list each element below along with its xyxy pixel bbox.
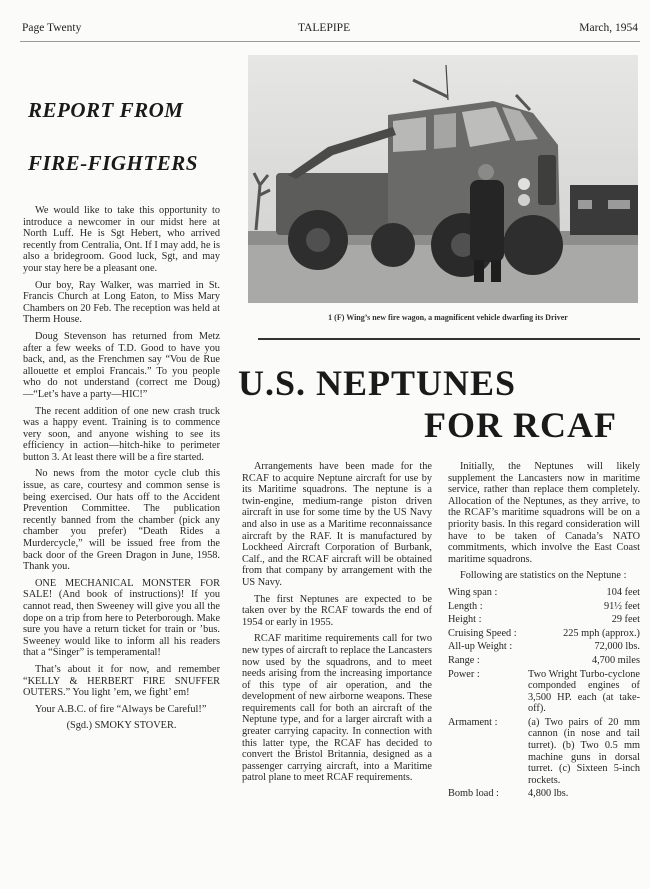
header-divider — [20, 41, 640, 42]
fire-article-headline-2: FIRE-FIGHTERS — [28, 151, 198, 175]
stat-value: 4,700 miles — [591, 654, 640, 666]
neptune-paragraph: Following are statistics on the Neptune : — [460, 570, 627, 582]
stat-label: Bomb load : — [448, 788, 499, 800]
fire-paragraph: We would like to take this opportunity to introduce a newcomer in our midst here at North Luff. He is Sgt Hebert, who arrived recently from Centralia, Ont. If I may add, he is also a bridegroom. Good luck, Sgt, and may your stay here be a pleasant one. — [23, 205, 220, 274]
page-number: Page Twenty — [22, 22, 82, 34]
fire-truck-photo — [248, 55, 638, 303]
fire-paragraph: Our boy, Ray Walker, was married in St. Francis Church at Long Eaton, to Miss Mary Chambers on 20 Feb. The reception was held at Therm House. — [23, 279, 220, 326]
stat-row — [448, 669, 640, 717]
stat-row — [448, 587, 640, 601]
stat-label: Height : — [448, 614, 482, 626]
stat-row — [448, 717, 640, 789]
neptune-stats-table — [448, 587, 640, 802]
stat-row — [448, 614, 640, 628]
fire-paragraph: That’s about it for now, and remember “KELLY & HERBERT FIRE SNUFFER OUTERS.” You light ’em, we fight’ em! — [23, 663, 220, 699]
fire-paragraph: Doug Stevenson has returned from Metz after a few weeks of T.D. Good to have you back, and, as the Frenchmen say “Vou de Rue allouette et emploi Francais.” To you people who do not understand (correct me Doug)—“Let’s have a party—HIC!” — [23, 330, 220, 400]
fire-paragraph: The recent addition of one new crash truck was a happy event. Training is to commence very soon, and anyone wishing to see its efficiency in action—hitch-hike to perimeter button 3. At least there will be a fire started. — [23, 405, 220, 463]
neptune-headline-1: U.S. NEPTUNES — [238, 363, 517, 403]
neptune-paragraph: The first Neptunes are expected to be taken over by the RCAF towards the end of 1954 or early in 1955. — [242, 593, 432, 628]
stat-label: Wing span : — [448, 586, 498, 598]
stat-label: Range : — [448, 654, 480, 666]
neptune-paragraph: Initially, the Neptunes will likely supplement the Lancasters now in maritime service, rather than replace them completely. Allocation of the Neptunes, as they arrive, to the RCAF’s maritime squadrons will be on a priority basis. In this regard consideration will have to be taken of Canada’s NATO commitments, which involve the East Coast maritime squadrons. — [448, 461, 640, 565]
stat-row — [448, 628, 640, 642]
photo-caption: 1 (F) Wing’s new fire wagon, a magnificent vehicle dwarfing its Driver — [328, 313, 568, 322]
stat-value: 72,000 lbs. — [594, 641, 640, 653]
stat-value: 4,800 lbs. — [528, 788, 569, 800]
stat-row — [448, 655, 640, 669]
signature: (Sgd.) SMOKY STOVER. — [66, 720, 177, 732]
fire-paragraph: Your A.B.C. of fire “Always be Careful!” — [35, 703, 207, 715]
stat-row — [448, 641, 640, 655]
fire-truck-illustration — [248, 55, 638, 303]
stat-row — [448, 601, 640, 615]
stat-value: 225 mph (approx.) — [563, 627, 640, 639]
fire-paragraph: No news from the motor cycle club this issue, as care, courtesy and common sense is being exercised. Our hats off to the Accident Prevention Committee. The publication recently banned from the chamber (pick any chamber you prefer) “Death Rides a Murdercycle,” will be issued free from the back door of the Green Dragon in June, 1958. Thank you. — [23, 468, 220, 573]
neptune-paragraph: RCAF maritime requirements call for two new types of aircraft to replace the Lancasters now used by the squadrons, and to meet needs arising from the increasing importance of this type of air operation, and the development of new airborne weapons. These requirements call for both an aircraft of the Neptune type, and for a larger aircraft with a greater carrying capacity. In connection with this latter type, the RCAF has decided to convert the Bristol Britannia, designed as a passenger carrying aircraft, into a Maritime patrol plane to meet RCAF requirements. — [242, 633, 432, 784]
neptune-column-1 — [242, 461, 432, 789]
stat-value: 29 feet — [611, 614, 640, 626]
stat-label: Length : — [448, 600, 483, 612]
stat-label: All-up Weight : — [448, 641, 513, 653]
neptune-headline-2: FOR RCAF — [424, 405, 617, 445]
stat-value: (a) Two pairs of 20 mm cannon (in nose and tail turret). (b) Two 0.5 mm machine guns in dorsal turret. (c) Sixteen 5-inch rockets. — [528, 716, 640, 786]
issue-date: March, 1954 — [579, 22, 638, 34]
stat-value: Two Wright Turbo-cyclone componded engines of 3,500 HP. each (at take-off). — [528, 668, 640, 715]
fire-paragraph: ONE MECHANICAL MONSTER FOR SALE! (And book of instructions)! If you cannot read, then Sweeney will give you all the dope on a trip from here to Peterborough. Make sure you have a return ticket for train or ’bus. Sweeney would like to inform all his readers that a “Singer” is temperamental! — [23, 577, 221, 659]
stat-label: Power : — [448, 668, 480, 680]
stat-label: Cruising Speed : — [448, 627, 517, 639]
stat-value: 91½ feet — [603, 600, 640, 612]
fire-article-body — [23, 205, 220, 737]
stat-value: 104 feet — [606, 586, 640, 598]
publication-title: TALEPIPE — [298, 22, 351, 34]
neptune-column-2 — [448, 461, 640, 802]
stat-label: Armament : — [448, 716, 498, 728]
fire-article-headline-1: REPORT FROM — [28, 98, 184, 122]
stat-row — [448, 788, 640, 802]
neptune-paragraph: Arrangements have been made for the RCAF to acquire Neptune aircraft for use by its Maritime squadrons. The neptune is a twin-engine, medium-range piston driven aircraft in use for some time by the US Navy and also in use as a Maritime reconnaissance aircraft by the RAF. It is manufactured by Lockheed Aircraft Corporation of Burbank, Calf., and the RCAF aircraft will be obtained from that company by arrangement with the US Navy. — [242, 461, 432, 588]
section-divider — [258, 338, 640, 340]
